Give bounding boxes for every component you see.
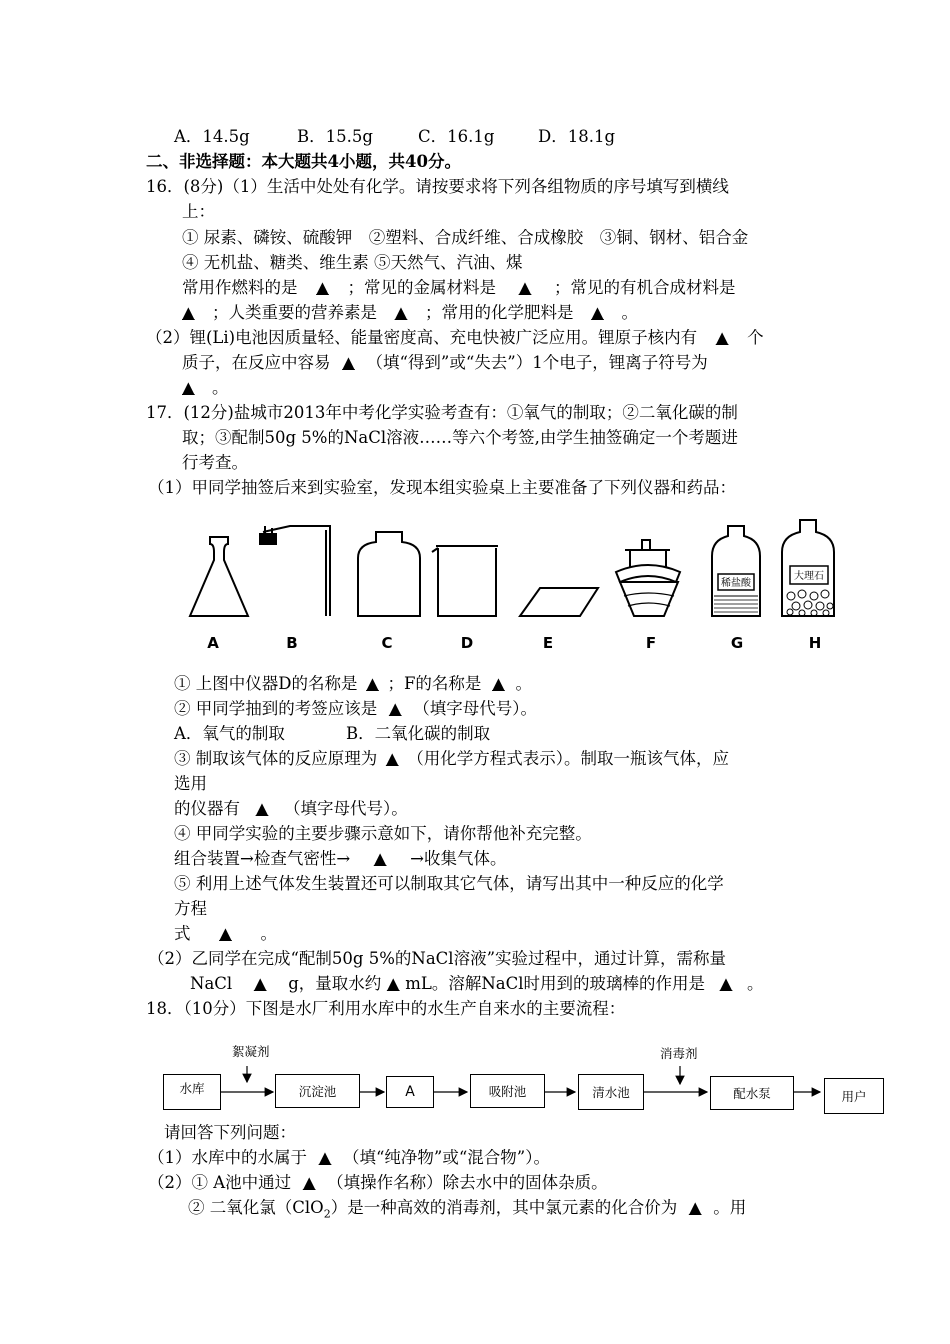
answer-blank[interactable]: ▲ bbox=[182, 303, 195, 322]
marble-bottle-icon bbox=[782, 520, 834, 616]
answer-blank[interactable]: ▲ bbox=[719, 974, 733, 993]
q16-text: 个 bbox=[747, 328, 764, 347]
q17-text: 式 bbox=[174, 924, 191, 943]
q17-text: 。 bbox=[260, 924, 277, 943]
q17-text: NaCl bbox=[190, 974, 233, 993]
q16-line1: 16．(8分)（1）生活中处处有化学。请按要求将下列各组物质的序号填写到横线 bbox=[146, 177, 729, 196]
answer-blank[interactable]: ▲ bbox=[253, 974, 267, 993]
choice-d: D．18.1g bbox=[538, 127, 616, 146]
q16-text: 常用作燃料的是 bbox=[182, 278, 298, 297]
q16-line4: ④ 无机盐、糖类、维生素 ⑤天然气、汽油、煤 bbox=[182, 253, 523, 272]
q18-text: ）是一种高效的消毒剂，其中氯元素的化合价为 bbox=[330, 1198, 678, 1217]
q18-text: （2）① A池中通过 bbox=[148, 1173, 292, 1192]
beaker-icon bbox=[432, 546, 498, 616]
answer-blank[interactable]: ▲ bbox=[386, 974, 400, 993]
alcohol-lamp-icon bbox=[616, 540, 680, 616]
q17-step5-line2: 方程 bbox=[174, 899, 207, 918]
q16-part2-line1 bbox=[146, 327, 764, 349]
answer-blank[interactable]: ▲ bbox=[373, 849, 387, 868]
answer-blank[interactable]: ▲ bbox=[394, 303, 408, 322]
q16-text: ；常用的化学肥料是 bbox=[425, 303, 574, 322]
answer-blank[interactable]: ▲ bbox=[318, 1148, 332, 1167]
bottle-h-label: 大理石 bbox=[794, 571, 824, 582]
q17-text: ③ 制取该气体的反应原理为 bbox=[174, 749, 378, 768]
q17-text: （填字母代号）。 bbox=[413, 699, 537, 718]
q17-text: （用化学方程式表示）。制取一瓶该气体，应 bbox=[407, 749, 729, 768]
apparatus-label: C bbox=[381, 634, 393, 652]
q17-text: 。 bbox=[515, 674, 532, 693]
q17-text: ；F的名称是 bbox=[387, 674, 482, 693]
answer-blank[interactable]: ▲ bbox=[385, 749, 399, 768]
q17-line3: 行考查。 bbox=[182, 453, 248, 472]
q18-text: （填“纯净物”或“混合物”）。 bbox=[343, 1148, 550, 1167]
q18-text: （1）水库中的水属于 bbox=[148, 1148, 307, 1167]
flow-box-a: A bbox=[386, 1076, 434, 1108]
flow-box-adsorption: 吸附池 bbox=[470, 1074, 545, 1108]
q17-text: 组合装置→检查气密性→ bbox=[174, 849, 351, 868]
apparatus-label: E bbox=[542, 634, 554, 652]
q16-text: 。 bbox=[212, 378, 229, 397]
q16-text: ；常见的有机合成材料是 bbox=[554, 278, 736, 297]
q16-text: （2）锂(Li)电池因质量轻、能量密度高、充电快被广泛应用。锂原子核内有 bbox=[146, 328, 698, 347]
gas-jar-icon bbox=[358, 532, 420, 616]
q17-step1 bbox=[174, 673, 532, 695]
bottle-g-label: 稀盐酸 bbox=[721, 578, 751, 589]
q17-text: mL。溶解NaCl时用到的玻璃棒的作用是 bbox=[405, 974, 706, 993]
q17-part2-line2 bbox=[190, 973, 764, 995]
q16-part2-line3 bbox=[182, 377, 229, 399]
q18-subscript: 2 bbox=[323, 1207, 331, 1221]
answer-blank[interactable]: ▲ bbox=[715, 328, 729, 347]
q17-text: ① 上图中仪器D的名称是 bbox=[174, 674, 358, 693]
apparatus-label: F bbox=[645, 634, 657, 652]
flow-box-user: 用户 bbox=[824, 1078, 884, 1114]
flow-box-reservoir: 水库 bbox=[163, 1074, 221, 1110]
answer-blank[interactable]: ▲ bbox=[591, 303, 604, 322]
gas-tube-icon bbox=[260, 526, 330, 616]
q17-step5-line3 bbox=[174, 923, 277, 945]
q16-line2: 上： bbox=[182, 202, 215, 221]
q16-text: ；人类重要的营养素是 bbox=[212, 303, 377, 322]
q16-part2-line2 bbox=[182, 352, 708, 374]
disinfectant-label: 消毒剂 bbox=[660, 1046, 698, 1061]
apparatus-label: A bbox=[207, 634, 219, 652]
apparatus-figure bbox=[180, 512, 840, 637]
answer-blank[interactable]: ▲ bbox=[182, 378, 195, 397]
apparatus-label: H bbox=[808, 634, 822, 652]
q18-text: 。用 bbox=[713, 1198, 747, 1217]
q16-text: ；常见的金属材料是 bbox=[347, 278, 496, 297]
q17-line2: 取；③配制50g 5%的NaCl溶液……等六个考签,由学生抽签确定一个考题进 bbox=[182, 428, 738, 447]
q18-q1 bbox=[148, 1147, 550, 1169]
q17-text: ② 甲同学抽到的考签应该是 bbox=[174, 699, 378, 718]
answer-blank[interactable]: ▲ bbox=[388, 699, 402, 718]
q18-text: （填操作名称）除去水中的固体杂质。 bbox=[327, 1173, 608, 1192]
apparatus-label: B bbox=[286, 634, 298, 652]
answer-blank[interactable]: ▲ bbox=[302, 1173, 316, 1192]
answer-blank[interactable]: ▲ bbox=[255, 799, 269, 818]
choice-b: B．15.5g bbox=[297, 127, 373, 146]
choice-a: A．14.5g bbox=[174, 127, 250, 146]
q17-text: 的仪器有 bbox=[174, 799, 240, 818]
conical-flask-icon bbox=[190, 537, 248, 616]
q16-line3: ① 尿素、磷铵、硫酸钾 ②塑料、合成纤维、合成橡胶 ③铜、钢材、铝合金 bbox=[182, 228, 749, 247]
q16-line5 bbox=[182, 277, 736, 299]
q17-step3-line3 bbox=[174, 798, 408, 820]
q18-line1: 18．（10分）下图是水厂利用水库中的水生产自来水的主要流程： bbox=[146, 999, 626, 1018]
q17-option-b: B．二氧化碳的制取 bbox=[346, 724, 491, 743]
glass-slide-icon bbox=[520, 588, 598, 616]
q17-step3-cont: 选用 bbox=[174, 774, 207, 793]
q16-text: （填“得到”或“失去”）1个电子，锂离子符号为 bbox=[366, 353, 708, 372]
q17-text: （填字母代号）。 bbox=[284, 799, 408, 818]
q17-line1: 17．(12分)盐城市2013年中考化学实验考查有：①氧气的制取；②二氧化碳的制 bbox=[146, 403, 738, 422]
q17-step2 bbox=[174, 698, 537, 720]
q16-line6 bbox=[182, 302, 638, 324]
section-heading: 二、非选择题：本大题共4小题，共40分。 bbox=[146, 152, 461, 171]
q17-text: g，量取水约 bbox=[288, 974, 382, 993]
q17-step4: ④ 甲同学实验的主要步骤示意如下，请你帮他补充完整。 bbox=[174, 824, 592, 843]
flocculant-label: 絮凝剂 bbox=[232, 1044, 270, 1059]
q17-step4-line2 bbox=[174, 848, 506, 870]
q17-text: →收集气体。 bbox=[410, 849, 507, 868]
apparatus-label: D bbox=[460, 634, 474, 652]
answer-blank[interactable]: ▲ bbox=[492, 674, 505, 693]
answer-blank[interactable]: ▲ bbox=[518, 278, 532, 297]
q18-q2 bbox=[148, 1172, 608, 1194]
flow-box-pump: 配水泵 bbox=[710, 1076, 794, 1110]
q17-part1-intro: （1）甲同学抽签后来到实验室，发现本组实验桌上主要准备了下列仪器和药品： bbox=[148, 478, 736, 497]
answer-blank[interactable]: ▲ bbox=[316, 278, 329, 297]
q18-text: ② 二氧化氯（ClO bbox=[188, 1198, 324, 1217]
q16-text: 质子，在反应中容易 bbox=[182, 353, 331, 372]
answer-blank[interactable]: ▲ bbox=[342, 353, 355, 372]
q16-text: 。 bbox=[621, 303, 638, 322]
q17-step5: ⑤ 利用上述气体发生装置还可以制取其它气体，请写出其中一种反应的化学 bbox=[174, 874, 724, 893]
q18-q3 bbox=[188, 1197, 746, 1225]
q18-ask: 请回答下列问题： bbox=[164, 1123, 296, 1142]
choice-c: C．16.1g bbox=[418, 127, 495, 146]
answer-blank[interactable]: ▲ bbox=[219, 924, 232, 943]
reagent-bottle-icon bbox=[712, 526, 760, 616]
q17-text: 。 bbox=[747, 974, 764, 993]
q17-option-a: A．氧气的制取 bbox=[174, 724, 285, 743]
q17-step3 bbox=[174, 748, 729, 770]
flow-box-sedimentation: 沉淀池 bbox=[275, 1074, 360, 1108]
flow-box-clearwater: 清水池 bbox=[578, 1074, 644, 1110]
answer-blank[interactable]: ▲ bbox=[688, 1198, 702, 1217]
apparatus-label: G bbox=[730, 634, 744, 652]
q17-part2-line1: （2）乙同学在完成“配制50g 5%的NaCl溶液”实验过程中，通过计算，需称量 bbox=[148, 949, 727, 968]
answer-blank[interactable]: ▲ bbox=[366, 674, 379, 693]
